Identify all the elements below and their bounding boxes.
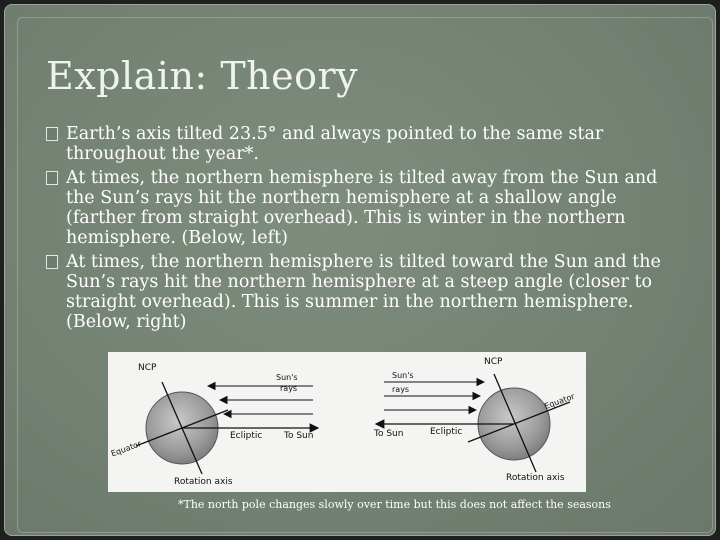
- bullet-list: [46, 124, 686, 336]
- equator-label-left: Equator: [109, 439, 143, 459]
- rotation-axis-label-left: Rotation axis: [174, 477, 233, 487]
- suns-rays-line2: rays: [392, 385, 410, 394]
- suns-rays-line2: rays: [280, 384, 298, 393]
- figure-caption: *The north pole changes slowly over time but this does not affect the seasons: [178, 498, 611, 511]
- ecliptic-label-left: Ecliptic: [230, 431, 263, 441]
- equator-label-right: Equator: [543, 391, 576, 412]
- bullet-item: [46, 168, 686, 248]
- seasons-diagram: [108, 352, 586, 492]
- suns-rays-line1: Sun's: [276, 373, 298, 382]
- bullet-box-icon: [46, 127, 58, 141]
- bullet-text: At times, the northern hemisphere is tilted away from the Sun and the Sun’s rays hit the northern hemisphere at a shallow angle (farther from straight overhead). This is winter in the northern hemisphere. (Below, left): [66, 168, 658, 248]
- slide-title: Explain: Theory: [46, 54, 359, 98]
- bullet-box-icon: [46, 171, 58, 185]
- rotation-axis-label-right: Rotation axis: [506, 473, 565, 483]
- bullet-text: At times, the northern hemisphere is tilted toward the Sun and the Sun’s rays hit the northern hemisphere at a steep angle (closer to straight overhead). This is summer in the northern hemisphere. (Below, right): [66, 252, 661, 332]
- bullet-box-icon: [46, 255, 58, 269]
- to-sun-label-left: To Sun: [284, 431, 314, 441]
- left-diagram: [110, 363, 318, 487]
- bullet-item: [46, 124, 686, 164]
- bullet-item: [46, 252, 686, 332]
- seasons-figure: [108, 352, 586, 492]
- ecliptic-label-right: Ecliptic: [430, 427, 463, 437]
- ncp-label-left: NCP: [138, 363, 157, 373]
- to-sun-label-right: To Sun: [374, 429, 404, 439]
- right-diagram: [373, 357, 576, 483]
- ncp-label-right: NCP: [484, 357, 503, 367]
- bullet-text: Earth’s axis tilted 23.5° and always pointed to the same star throughout the year*.: [66, 124, 604, 164]
- suns-rays-label-left: [276, 373, 300, 393]
- suns-rays-line1: Sun's: [392, 371, 414, 380]
